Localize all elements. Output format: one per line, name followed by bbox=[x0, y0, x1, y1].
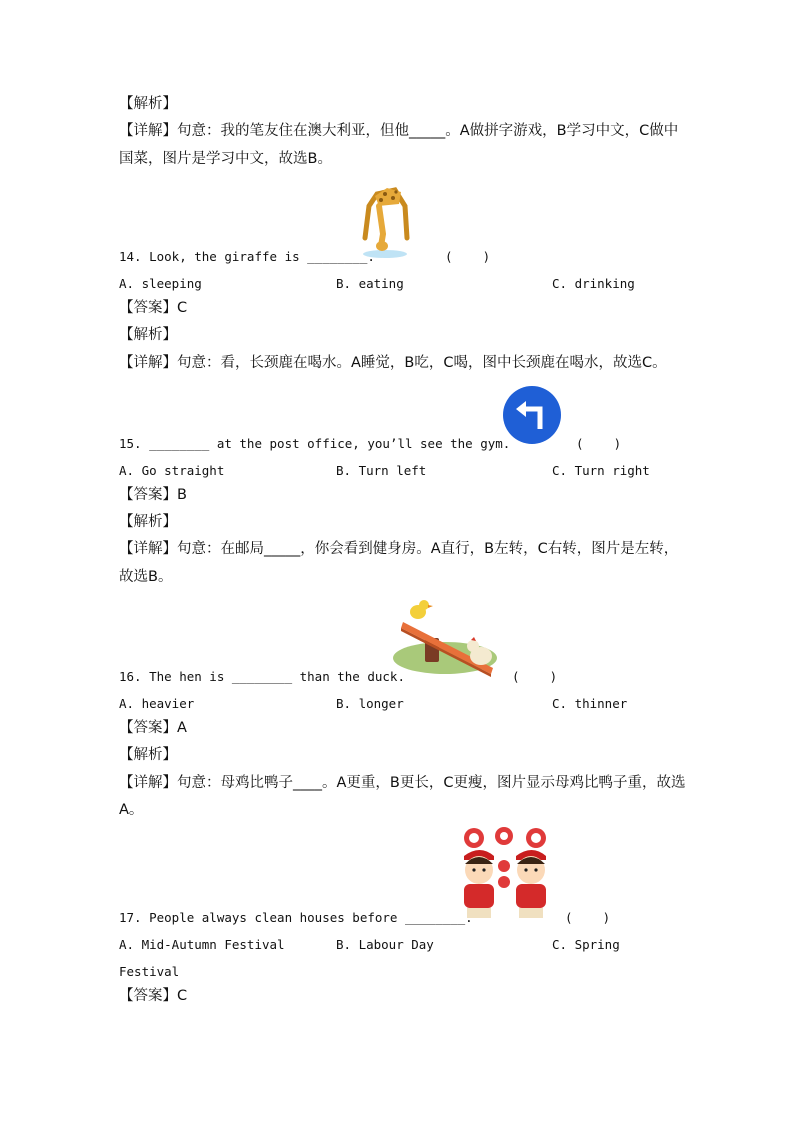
q16-detail-line2: A。 bbox=[119, 802, 144, 818]
q15-detail-line2: 故选B。 bbox=[119, 569, 173, 585]
q14-question: 14. Look, the giraffe is ________. bbox=[119, 249, 375, 264]
q16-option-b: B. longer bbox=[336, 696, 404, 711]
q13-detail-line2: 国菜，图片是学习中文，故选B。 bbox=[119, 151, 332, 167]
q13-analysis-label: 【解析】 bbox=[119, 96, 177, 112]
q15-answer-bracket: ( ) bbox=[576, 436, 622, 451]
q14-option-a: A. sleeping bbox=[119, 276, 202, 291]
q14-answer-bracket: ( ) bbox=[445, 249, 491, 264]
q16-question: 16. The hen is ________ than the duck. bbox=[119, 669, 405, 684]
q14-detail: 【详解】句意：看，长颈鹿在喝水。A睡觉，B吃，C喝，图中长颈鹿在喝水，故选C。 bbox=[119, 355, 667, 371]
q17-option-c: C. Spring bbox=[552, 937, 620, 952]
q15-option-b: B. Turn left bbox=[336, 463, 427, 478]
q16-option-c: C. thinner bbox=[552, 696, 628, 711]
q13-detail-line1: 【详解】句意：我的笔友住在澳大利亚，但他_____。A做拼字游戏，B学习中文，C做中 bbox=[119, 123, 679, 139]
q14-analysis-label: 【解析】 bbox=[119, 327, 177, 343]
q15-answer: 【答案】B bbox=[119, 487, 187, 503]
q17-option-b: B. Labour Day bbox=[336, 937, 434, 952]
q15-option-c: C. Turn right bbox=[552, 463, 650, 478]
q16-detail-line1: 【详解】句意：母鸡比鸭子____。A更重，B更长，C更瘦，图片显示母鸡比鸭子重，故选 bbox=[119, 775, 686, 791]
q17-option-c-continued: Festival bbox=[119, 964, 180, 979]
q15-detail-line1: 【详解】句意：在邮局_____，你会看到健身房。A直行，B左转，C右转，图片是左转， bbox=[119, 541, 679, 557]
q15-analysis-label: 【解析】 bbox=[119, 514, 177, 530]
q16-answer: 【答案】A bbox=[119, 720, 187, 736]
q15-option-a: A. Go straight bbox=[119, 463, 225, 478]
q16-answer-bracket: ( ) bbox=[512, 669, 558, 684]
q14-option-c: C. drinking bbox=[552, 276, 635, 291]
q17-answer-bracket: ( ) bbox=[565, 910, 611, 925]
q16-analysis-label: 【解析】 bbox=[119, 747, 177, 763]
q14-answer: 【答案】C bbox=[119, 300, 188, 316]
q16-option-a: A. heavier bbox=[119, 696, 195, 711]
q15-question: 15. ________ at the post office, you’ll see the gym. bbox=[119, 436, 511, 451]
q17-question: 17. People always clean houses before ________. bbox=[119, 910, 473, 925]
q17-option-a: A. Mid-Autumn Festival bbox=[119, 937, 285, 952]
seesaw-hen-duck-image bbox=[393, 598, 499, 680]
q14-option-b: B. eating bbox=[336, 276, 404, 291]
q17-answer: 【答案】C bbox=[119, 988, 188, 1004]
